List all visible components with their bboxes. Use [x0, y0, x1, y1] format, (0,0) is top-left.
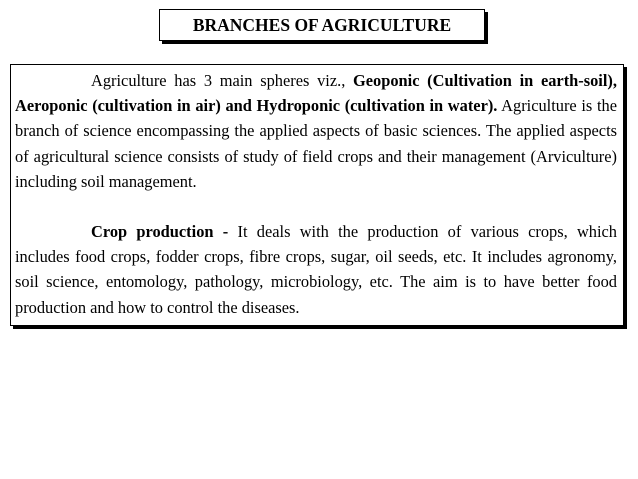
para1-text-2: Agriculture is the branch of science encompassing the applied aspects of basic sciences. The applied aspects of agricultural science consists of study of field crops and their management (Arviculture) including soil management. — [15, 96, 617, 191]
para2-text: It deals with the production of various crops, which includes food crops, fodder crops, fibre crops, sugar, oil seeds, etc. It includes agronomy, soil science, entomology, pathology, microbiology, etc. The aim is to have better food production and how to control the diseases. — [15, 222, 617, 317]
para1-text-1: Agriculture has 3 main spheres viz., — [91, 71, 353, 90]
title-box — [159, 9, 485, 41]
page-title: BRANCHES OF AGRICULTURE — [192, 14, 452, 35]
content-box — [10, 64, 624, 326]
crop-production-heading: Crop production - — [91, 222, 229, 242]
crop-production-paragraph — [15, 219, 617, 320]
para1-spheres-bold: Geoponic (Cultivation in earth-soil), Aeroponic (cultivation in air) and Hydroponic (cultivation in water). — [15, 71, 617, 116]
agriculture-spheres-paragraph — [15, 68, 617, 194]
